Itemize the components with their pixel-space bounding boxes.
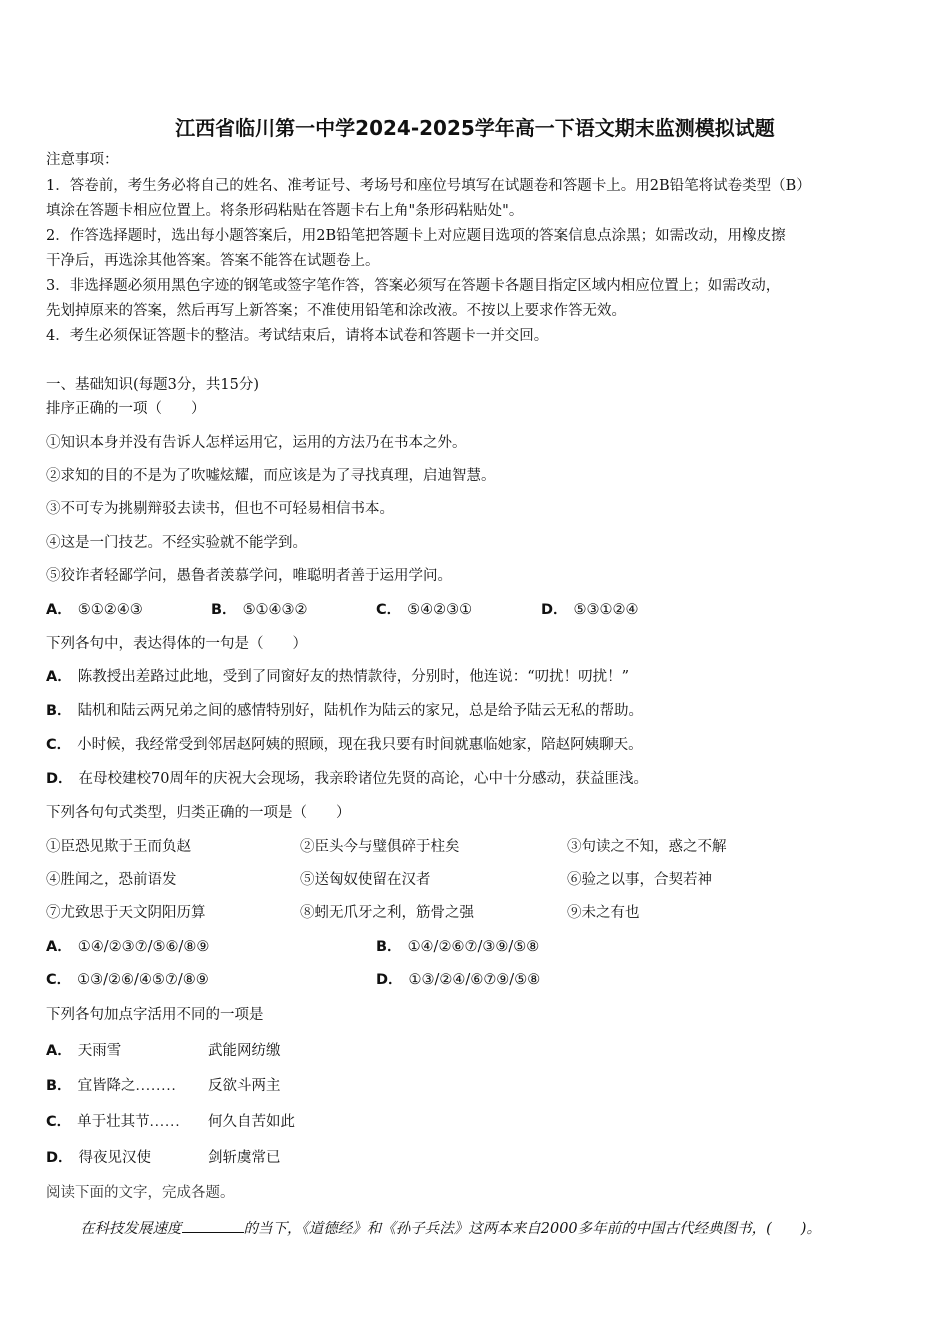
option-text: 单于壮其节 (77, 1114, 150, 1130)
option-letter: D． (376, 972, 403, 988)
emphasis-dots: ...... (149, 1115, 181, 1130)
choice-option[interactable] (46, 1148, 151, 1168)
option-text: ⑤①④③② (242, 602, 308, 618)
notice-line: 先划掉原来的答案，然后再写上新答案；不准使用铅笔和涂改液。不按以上要求作答无效。 (46, 303, 626, 319)
sentence-item: ⑨未之有也 (567, 905, 640, 921)
emphasis-dots: ........ (135, 1079, 177, 1094)
choice-option[interactable] (46, 667, 629, 687)
option-letter: B． (46, 703, 72, 719)
question-stem: 下列各句中，表达得体的一句是（ ） (46, 636, 307, 652)
option-text-right: 反欲斗两主 (208, 1078, 281, 1094)
notice-line: 1．答卷前，考生务必将自己的姓名、准考证号、考场号和座位号填写在试题卷和答题卡上。用2B铅笔将试卷类型（B） (46, 178, 811, 194)
choice-option[interactable] (376, 970, 540, 990)
choice-option[interactable] (541, 600, 639, 620)
notice-line: 4．考生必须保证答题卡的整洁。考试结束后，请将本试卷和答题卡一并交回。 (46, 328, 549, 344)
choice-option[interactable] (46, 735, 643, 755)
reading-passage (80, 1217, 821, 1238)
notice-line: 干净后，再选涂其他答案。答案不能答在试题卷上。 (46, 253, 380, 269)
sentence-item: ⑤狡诈者轻鄙学问，愚鲁者羡慕学问，唯聪明者善于运用学问。 (46, 568, 452, 584)
option-text: ①③/②⑥/④⑤⑦/⑧⑨ (77, 972, 209, 988)
option-text: 天雨雪 (77, 1043, 122, 1059)
option-letter: B． (46, 1078, 72, 1094)
option-text: ⑤④②③① (407, 602, 473, 618)
option-letter: D． (46, 1150, 73, 1166)
choice-option[interactable] (46, 769, 648, 789)
choice-option[interactable] (211, 600, 308, 620)
option-text: 得夜见汉使 (78, 1150, 152, 1166)
option-letter: C． (46, 1114, 72, 1130)
sentence-item: ①臣恐见欺于王而负赵 (46, 839, 191, 855)
page-title: 江西省临川第一中学2024-2025学年高一下语文期末监测模拟试题 (175, 116, 775, 140)
passage-start: 在科技发展速度 (80, 1221, 182, 1237)
option-text: ①④/②③⑦/⑤⑥/⑧⑨ (77, 939, 210, 955)
option-letter: B． (211, 602, 237, 618)
sentence-item: ③不可专为挑剔辩驳去读书，但也不可轻易相信书本。 (46, 501, 394, 517)
notice-line: 2．作答选择题时，选出每小题答案后，用2B铅笔把答题卡上对应题目选项的答案信息点涂黑；如需改动，用橡皮擦 (46, 228, 786, 244)
section-heading: 一、基础知识(每题3分，共15分) (46, 377, 259, 393)
choice-option[interactable] (46, 1112, 180, 1133)
notice-heading: 注意事项： (46, 152, 119, 168)
option-text-right: 武能网纺缴 (208, 1043, 281, 1059)
choice-option[interactable] (46, 1041, 121, 1061)
option-text-right: 剑斩虞常已 (208, 1150, 281, 1166)
option-text: ①③/②④/⑥⑦⑨/⑤⑧ (408, 972, 541, 988)
question-stem: 排序正确的一项（ ） (46, 401, 206, 417)
notice-line: 3．非选择题必须用黑色字迹的钢笔或签字笔作答，答案必须写在答题卡各题目指定区域内相应位置上；如需改动， (46, 278, 781, 294)
option-letter: B． (376, 939, 402, 955)
sentence-item: ②求知的目的不是为了吹嘘炫耀，而应该是为了寻找真理，启迪智慧。 (46, 468, 496, 484)
option-letter: D． (46, 771, 73, 787)
choice-option[interactable] (46, 600, 143, 620)
choice-option[interactable] (46, 970, 209, 990)
sentence-item: ⑧蚓无爪牙之利，筋骨之强 (300, 905, 474, 921)
sentence-item: ①知识本身并没有告诉人怎样运用它，运用的方法乃在书本之外。 (46, 435, 467, 451)
sentence-item: ②臣头今与璧俱碎于柱矣 (300, 839, 460, 855)
option-text: ⑤③①②④ (573, 602, 639, 618)
choice-option[interactable] (46, 701, 643, 721)
option-text: 在母校建校70周年的庆祝大会现场，我亲聆诸位先贤的高论，心中十分感动，获益匪浅。 (78, 771, 648, 787)
passage-rest: 的当下，《道德经》和《孙子兵法》这两本来自2000多年前的中国古代经典图书，( )。 (243, 1221, 821, 1237)
notice-line: 填涂在答题卡相应位置上。将条形码粘贴在答题卡右上角"条形码粘贴处"。 (46, 203, 524, 219)
option-letter: A． (46, 1043, 72, 1059)
option-text: 陈教授出差路过此地，受到了同窗好友的热情款待，分别时，他连说：“叨扰！叨扰！” (77, 669, 630, 685)
option-text: 陆机和陆云两兄弟之间的感情特别好，陆机作为陆云的家兄，总是给予陆云无私的帮助。 (77, 703, 644, 719)
option-text: 宜皆降之 (77, 1078, 136, 1094)
option-letter: A． (46, 939, 72, 955)
sentence-item: ④这是一门技艺。不经实验就不能学到。 (46, 535, 307, 551)
sentence-item: ⑦尤致思于天文阴阳历算 (46, 905, 206, 921)
sentence-item: ⑥验之以事，合契若神 (567, 872, 712, 888)
option-letter: A． (46, 669, 72, 685)
choice-option[interactable] (46, 1076, 177, 1097)
sentence-item: ③句读之不知，惑之不解 (567, 839, 727, 855)
choice-option[interactable] (376, 600, 472, 620)
sentence-item: ④胜闻之，恐前语发 (46, 872, 177, 888)
option-letter: C． (46, 972, 72, 988)
sentence-item: ⑤送匈奴使留在汉者 (300, 872, 431, 888)
option-letter: D． (541, 602, 568, 618)
choice-option[interactable] (376, 937, 539, 957)
option-letter: A． (46, 602, 72, 618)
question-stem: 下列各句加点字活用不同的一项是 (46, 1007, 264, 1023)
option-text-right: 何久自苦如此 (208, 1114, 295, 1130)
option-letter: C． (46, 737, 72, 753)
question-stem: 下列各句句式类型，归类正确的一项是（ ） (46, 805, 351, 821)
reading-intro: 阅读下面的文字，完成各题。 (46, 1185, 235, 1201)
option-text: ⑤①②④③ (77, 602, 143, 618)
fill-blank[interactable] (182, 1218, 244, 1233)
option-text: ①④/②⑥⑦/③⑨/⑤⑧ (407, 939, 540, 955)
option-letter: C． (376, 602, 402, 618)
choice-option[interactable] (46, 937, 209, 957)
option-text: 小时候，我经常受到邻居赵阿姨的照顾，现在我只要有时间就惠临她家，陪赵阿姨聊天。 (77, 737, 643, 753)
